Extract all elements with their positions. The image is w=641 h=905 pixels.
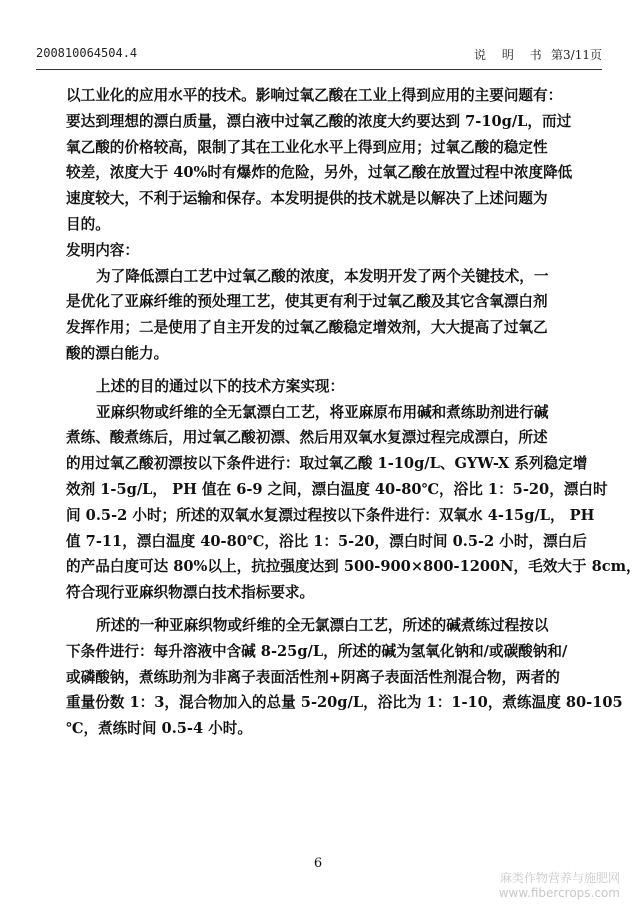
text-line: 的用过氧乙酸初漂按以下条件进行：取过氧乙酸 1-10g/L、GYW-X 系列稳定增: [66, 455, 588, 473]
document-type: 说 明 书: [474, 48, 548, 62]
text-line: 的产品白度可达 80%以上，抗拉强度达到 500-900×800-1200N，毛效大于 8cm，: [66, 558, 641, 576]
text-line: 为了降低漂白工艺中过氧乙酸的浓度，本发明开发了两个关键技术，一: [96, 267, 549, 285]
text-line: 煮练、酸煮练后，用过氧乙酸初漂、然后用双氧水复漂过程完成漂白，所述: [66, 429, 548, 447]
text-line: 亚麻织物或纤维的全无氯漂白工艺，将亚麻原布用碱和煮练助剂进行碱: [96, 403, 549, 421]
text-line: 下条件进行：每升溶液中含碱 8-25g/L，所述的碱为氢氧化钠和/或碳酸钠和/: [66, 642, 568, 660]
text-line: 较差，浓度大于 40%时有爆炸的危险，另外，过氧乙酸在放置过程中浓度降低: [66, 164, 573, 182]
text-line: ℃，煮练时间 0.5-4 小时。: [66, 720, 252, 738]
paragraph-1: [66, 83, 573, 238]
text-line: 要达到理想的漂白质量，漂白液中过氧乙酸的浓度大约要达到 7-10g/L，而过: [66, 112, 572, 130]
text-line: 以工业化的应用水平的技术。影响过氧乙酸在工业上得到应用的主要问题有：: [66, 87, 563, 104]
paragraph-5: [66, 613, 623, 742]
document-id: 200810064504.4: [36, 46, 138, 60]
text-line: 是优化了亚麻纤维的预处理工艺，使其更有利于过氧乙酸及其它含氧漂白剂: [66, 293, 548, 311]
text-line: 符合现行亚麻织物漂白技术指标要求。: [66, 584, 315, 602]
text-line: 发挥作用；二是使用了自主开发的过氧乙酸稳定增效剂，大大提高了过氧乙: [66, 319, 548, 337]
text-line: 重量份数 1：3，混合物加入的总量 5-20g/L，浴比为 1：1-10，煮练温度 80-105: [66, 694, 623, 712]
section-title: 发明内容：: [66, 241, 139, 259]
text-line: 或磷酸钠，煮练助剂为非离子表面活性剂+阴离子表面活性剂混合物，两者的: [66, 668, 560, 686]
page-number: 6: [313, 856, 323, 871]
text-line: 目的。: [66, 215, 110, 233]
text-line: 酸的漂白能力。: [66, 344, 169, 362]
text-line: 速度较大，不利于运输和保存。本发明提供的技术就是以解决了上述问题为: [66, 190, 548, 208]
paragraph-3: [66, 374, 568, 400]
paragraph-2: [66, 264, 568, 367]
paragraph-4: [66, 400, 641, 606]
document-body: [66, 83, 641, 742]
watermark-url: www.fibercrops.com: [498, 886, 620, 900]
text-line: 所述的一种亚麻织物或纤维的全无氯漂白工艺，所述的碱煮练过程按以: [96, 616, 549, 634]
text-line: 上述的目的通过以下的技术方案实现：: [96, 377, 345, 395]
header-rule: [36, 69, 602, 70]
text-line: 氧乙酸的价格较高，限制了其在工业化水平上得到应用；过氧乙酸的稳定性: [66, 138, 548, 156]
page-info: 第3/11页: [551, 48, 602, 62]
watermark-title: 麻类作物营养与施肥网: [499, 871, 620, 885]
text-line: 间 0.5-2 小时；所述的双氧水复漂过程按以下条件进行：双氧水 4-15g/L， PH: [66, 506, 595, 524]
text-line: 效剂 1-5g/L， PH 值在 6-9 之间，漂白温度 40-80℃，浴比 1：5-20，漂白时: [66, 480, 608, 498]
text-line: 值 7-11，漂白温度 40-80℃，浴比 1：5-20，漂白时间 0.5-2 小时，漂白后: [66, 532, 587, 550]
page-header: [36, 46, 602, 64]
watermark: [499, 871, 620, 901]
